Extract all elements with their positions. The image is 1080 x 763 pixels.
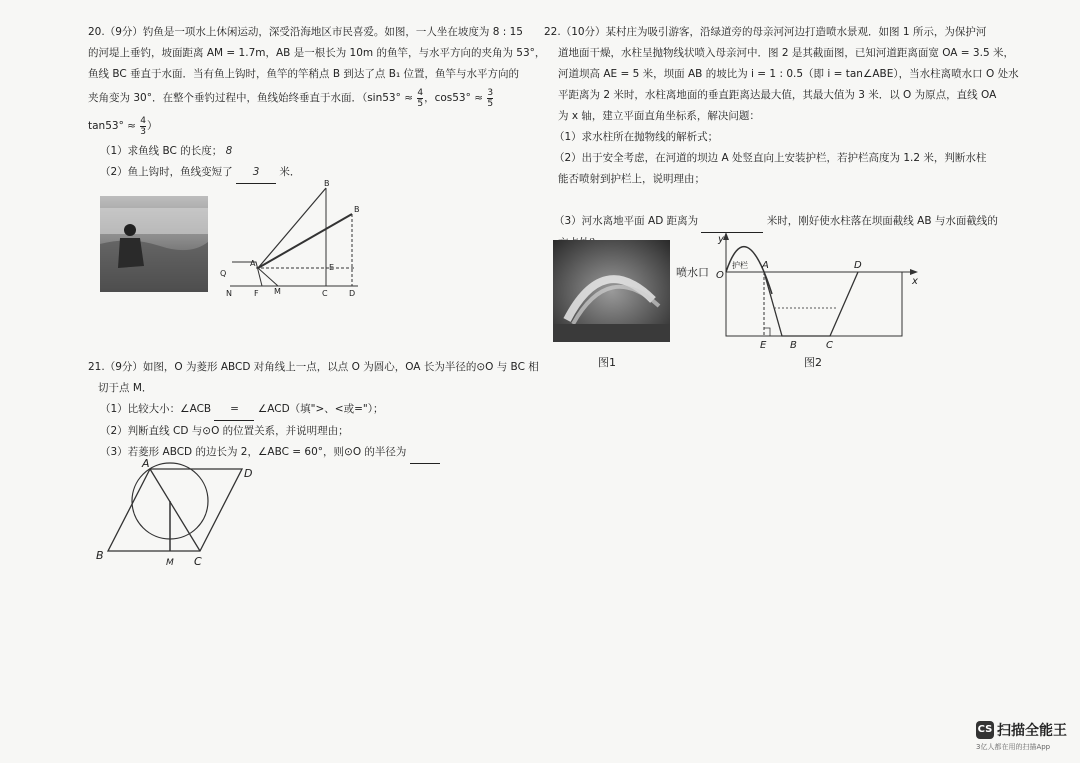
label-a: A [142,457,150,470]
fig2-caption: 图2 [804,356,822,369]
q21-sub-1-answer: = [214,399,254,421]
label-b: B [324,179,330,188]
tan-close: ） [147,120,158,132]
sin-fraction [417,88,423,109]
q22-sub-3-tail: 米时，刚好使水柱落在坝面截线 AB 与水面截线的 [766,215,998,227]
label-c: C [194,555,202,568]
cs-name: 扫描全能王 [997,722,1067,739]
channel-trapezoid [764,272,858,336]
q22-line-2: 道地面干燥，水柱呈抛物线状喷入母亲河中．图 2 是其截面图，已知河道距离面宽 OA = 3.5 米， [558,47,1014,59]
q22-sub-1: （1）求水柱所在抛物线的解析式； [554,131,719,143]
q21-sub-3-text: （3）若菱形 ABCD 的边长为 2，∠ABC = 60°，则⊙O 的半径为 [100,446,407,458]
q20-sub-1 [100,141,540,162]
question-20-block [88,22,546,184]
label-d: D [349,289,356,298]
rod-ab [258,188,326,268]
cs-badge: CS [976,721,994,739]
label-n: N [226,289,232,298]
x-axis-arrow [910,269,918,275]
q20-sub-2-unit: 米． [279,166,301,178]
q20-sub-2-text: （2）鱼上钩时，鱼线变短了 [100,166,233,178]
label-e: E [760,340,767,351]
q22-sub-3-text: （3）河水离地平面 AD 距离为 [554,215,699,227]
q20-line-3: 鱼线 BC 垂直于水面．当有鱼上钩时，鱼竿的竿稍点 B 到达了点 B₁ 位置，鱼竿与水平方向的 [88,68,519,80]
q22-line-1: 22.（10分）某村庄为吸引游客，沿绿道旁的母亲河河边打造喷水景观．如图 1 所示，为保护河 [544,26,987,38]
q21-rhombus-diagram [94,455,264,570]
q20-line-1: 20.（9分）钓鱼是一项水上休闲运动，深受沿海地区市民喜爱。如图，一人坐在坡度为 8 : 15 [88,26,523,38]
q21-sub-3-blank [410,442,440,464]
q20-line-4-text: 夹角变为 30°．在整个垂钓过程中，鱼线始终垂直于水面．（sin53° ≈ [88,92,413,104]
cs-tagline: 3亿人都在用的扫描App [976,743,1051,751]
cos-den: 5 [487,98,494,109]
question-22-block [544,22,1044,254]
q20-sub-1-text: （1）求鱼线 BC 的长度； [100,145,223,157]
sin-num: 4 [417,87,424,98]
q20-sub-2-answer: 3 [236,162,276,184]
label-e: E [329,263,335,272]
q20-line-2: 的河堤上垂钓，坡面距离 AM = 1.7m，AB 是一根长为 10m 的鱼竿，与水平方向的夹角为 53°， [88,47,546,59]
q21-sub-2: （2）判断直线 CD 与⊙O 的位置关系，并说明理由； [100,425,349,437]
q20-sub-1-handwritten: 8 [225,145,233,157]
q21-line-1: 21.（9分）如图，O 为菱形 ABCD 对角线上一点，以点 O 为圆心，OA 长为半径的⊙O 与 BC 相 [88,361,539,373]
cos-num: 3 [487,87,494,98]
q21-sub-1 [100,399,540,421]
label-y: y [718,234,724,245]
q22-spacer [544,190,1044,211]
right-angle-mark [764,328,770,336]
fishing-photo [100,196,208,292]
label-a: A [250,259,256,268]
cos-text: ，cos53° ≈ [424,92,483,104]
q22-line-3: 河道坝高 AE = 5 米，坝面 AB 的坡比为 i = 1 : 0.5（即 i = tan∠ABE），当水柱离喷水口 O 处水 [558,68,1019,80]
cos-fraction [487,88,493,109]
fountain-photo [553,240,670,342]
q21-sub-1-text: （1）比较大小：∠ACB [100,403,212,415]
camscanner-logo [976,719,1067,740]
tan-den: 3 [140,126,147,137]
q21-sub-1-tail: ∠ACD（填">、<或="）； [257,403,384,415]
label-x: x [912,276,918,287]
sin-den: 5 [417,98,424,109]
label-o: O [716,270,724,281]
riverbed-box [726,272,902,336]
nozzle-label: 喷水口 [676,266,709,279]
tan-fraction [140,116,146,137]
q20-line-5 [88,111,540,141]
label-f: F [254,289,259,298]
label-b1: B [354,205,360,214]
q20-diagram [218,176,368,298]
label-m: M [166,558,174,568]
label-b: B [96,549,104,562]
rod-ab1 [258,214,352,268]
q20-line-4 [88,85,540,111]
fig1-caption: 图1 [598,356,616,369]
label-c: C [322,289,328,298]
label-rail: 护栏 [732,261,748,270]
q22-cross-section-diagram [712,230,924,350]
q22-line-5: 为 x 轴，建立平面直角坐标系，解决问题： [558,110,760,122]
tan-text: tan53° ≈ [88,120,136,132]
q21-line-2: 切于点 M． [98,382,153,394]
tan-num: 4 [140,115,147,126]
q22-sub-2-line-2: 能否喷射到护栏上，说明理由； [558,173,705,185]
riverbank [232,262,262,286]
label-b: B [790,340,797,351]
label-a: A [762,260,769,271]
q22-sub-2-line-1: （2）出于安全考虑，在河道的坝边 A 处竖直向上安装护栏，若护栏高度为 1.2 米，判断水柱 [554,152,987,164]
label-m: M [274,287,281,296]
label-q: Q [220,269,227,278]
question-21-block [88,357,540,464]
q22-line-4: 平距离为 2 米时，水柱离地面的垂直距离达最大值，其最大值为 3 米．以 O 为原点，直线 OA [558,89,997,101]
label-d: D [244,467,253,480]
label-c: C [826,340,833,351]
label-d: D [854,260,862,271]
